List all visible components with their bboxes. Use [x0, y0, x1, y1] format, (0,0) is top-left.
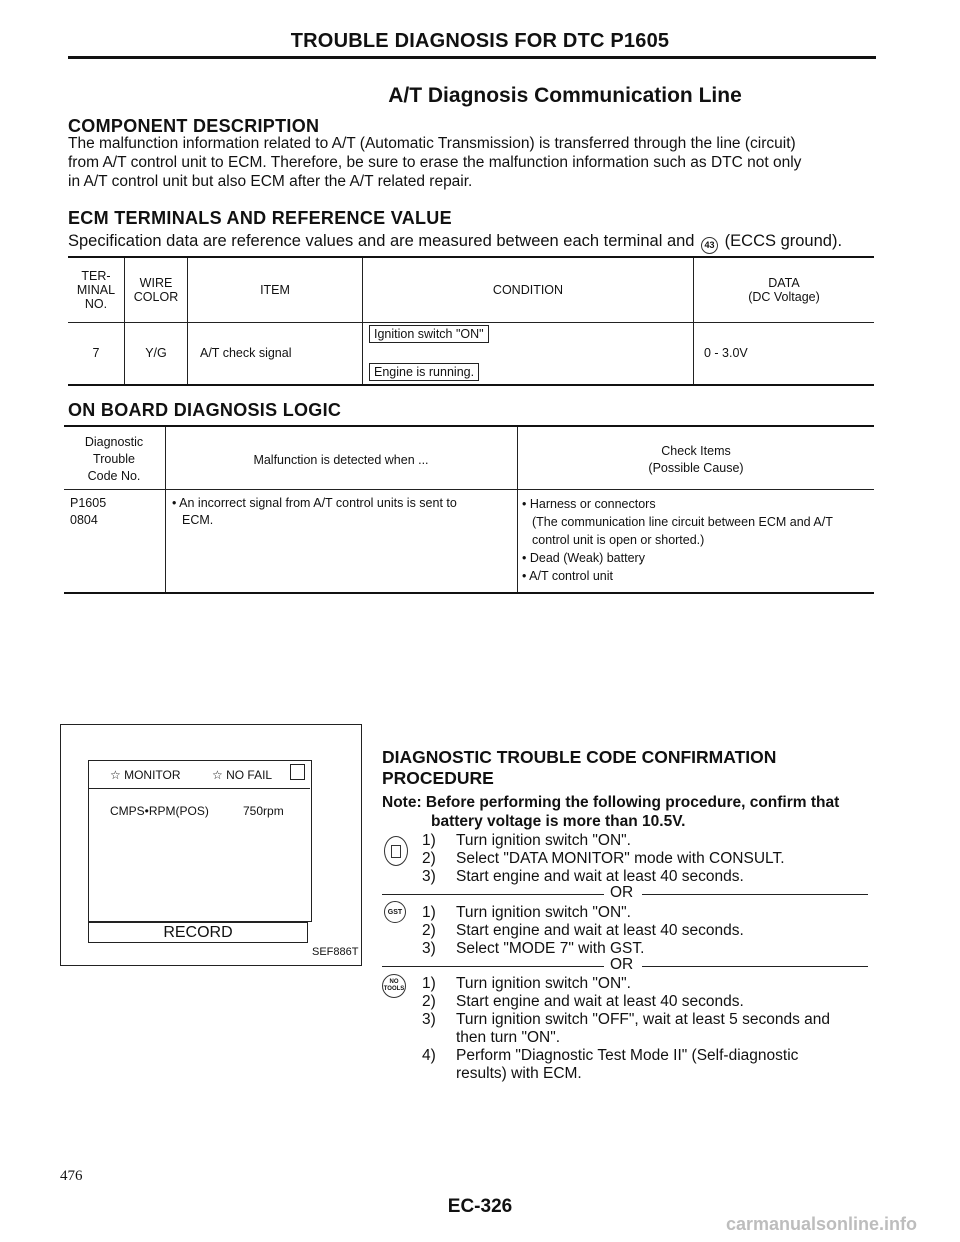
step-num: 4) [422, 1047, 436, 1064]
step-num: 2) [422, 850, 436, 867]
page-code: EC-326 [447, 1196, 513, 1217]
title-rule [68, 56, 876, 59]
obd-header-malfunction: Malfunction is detected when ... [253, 453, 429, 467]
header-terminal [68, 258, 125, 322]
condition-ignition-on: Ignition switch "ON" [369, 325, 489, 343]
procedure-group-consult [422, 832, 785, 886]
step-num: 1) [422, 904, 436, 921]
check-item: • Dead (Weak) battery [522, 551, 645, 565]
ecm-intro-tail: (ECCS ground). [724, 232, 843, 250]
obd-check-items [522, 495, 833, 585]
monitor-value: 750rpm [243, 804, 284, 818]
condition-cell [363, 322, 694, 384]
item-name: A/T check signal [188, 322, 363, 384]
ecm-intro [68, 232, 842, 254]
header-data [694, 258, 875, 322]
gst-icon: GST [384, 901, 406, 923]
step-num: 3) [422, 940, 436, 957]
obd-table-top-rule [64, 425, 874, 427]
page-number: 476 [60, 1168, 83, 1184]
obd-heading: ON BOARD DIAGNOSIS LOGIC [68, 400, 342, 420]
header-terminal-line: TER- [81, 268, 111, 283]
dtc-note-line: battery voltage is more than 10.5V. [431, 813, 686, 830]
obd-header-code-line: Code No. [87, 469, 141, 483]
step-text: results) with ECM. [456, 1065, 582, 1082]
step-text: Turn ignition switch "ON". [456, 904, 631, 921]
monitor-item: CMPS•RPM(POS) [110, 804, 209, 818]
obd-malfunction [172, 495, 457, 529]
header-wire [125, 258, 188, 322]
dtc-title [382, 747, 776, 789]
figure-id: SEF886T [312, 946, 359, 958]
dtc-title-line: PROCEDURE [382, 768, 494, 788]
step-text: Perform "Diagnostic Test Mode II" (Self-diagnostic [456, 1047, 799, 1064]
component-line: from A/T control unit to ECM. Therefore, be sure to erase the malfunction information such as DTC not only [68, 154, 802, 171]
obd-header-code-line: Trouble [93, 452, 135, 466]
or-label: OR [610, 956, 634, 973]
monitor-header-rule [88, 788, 310, 789]
or-divider [642, 966, 868, 967]
or-label: OR [610, 884, 634, 901]
ecm-heading: ECM TERMINALS AND REFERENCE VALUE [68, 208, 452, 228]
check-item: • A/T control unit [522, 569, 613, 583]
step-text: Start engine and wait at least 40 seconds. [456, 922, 744, 939]
header-terminal-line: NO. [84, 296, 108, 311]
obd-header-check-line: Check Items [661, 444, 731, 458]
step-num: 2) [422, 993, 436, 1010]
dtc-title-line: DIAGNOSTIC TROUBLE CODE CONFIRMATION [382, 747, 777, 767]
header-data-line: DATA [768, 275, 800, 290]
ground-terminal-icon: 43 [701, 237, 718, 254]
step-num: 3) [422, 1011, 436, 1028]
procedure-group-no-tools [422, 975, 830, 1083]
dtc-note [382, 793, 839, 831]
step-num: 1) [422, 832, 436, 849]
step-text: Turn ignition switch "ON". [456, 832, 631, 849]
monitor-label: ☆ MONITOR [110, 768, 181, 782]
check-item: (The communication line circuit between ECM and A/T [532, 515, 833, 529]
obd-header-code [64, 434, 164, 485]
step-text: Start engine and wait at least 40 seconds. [456, 868, 744, 885]
record-button: RECORD [88, 922, 308, 943]
terminal-no: 7 [92, 346, 100, 361]
dtc-note-line: Note: Before performing the following procedure, confirm that [382, 794, 840, 811]
malfunction-line: ECM. [182, 513, 214, 527]
step-num: 3) [422, 868, 436, 885]
nofail-label: ☆ NO FAIL [212, 768, 273, 782]
check-item: • Harness or connectors [522, 497, 656, 511]
obd-header-code-line: Diagnostic [84, 435, 144, 449]
component-line: in A/T control unit but also ECM after the A/T related repair. [68, 173, 473, 190]
step-text: Select "MODE 7" with GST. [456, 940, 645, 957]
obd-header-check-line: (Possible Cause) [648, 461, 744, 475]
component-heading: COMPONENT DESCRIPTION [68, 116, 320, 136]
step-text: Select "DATA MONITOR" mode with CONSULT. [456, 850, 785, 867]
check-item: control unit is open or shorted.) [532, 533, 705, 547]
header-item: ITEM [188, 258, 363, 322]
component-line: The malfunction information related to A/T (Automatic Transmission) is transferred through the line (circuit) [68, 135, 796, 152]
condition-engine-running: Engine is running. [369, 363, 479, 381]
no-tools-icon: NO TOOLS [382, 974, 406, 998]
or-divider [642, 894, 868, 895]
header-data-line: (DC Voltage) [748, 289, 820, 304]
ecm-header-row [68, 258, 874, 322]
data-value: 0 - 3.0V [694, 322, 875, 384]
component-text [68, 134, 888, 191]
step-num: 1) [422, 975, 436, 992]
header-terminal-line: MINAL [76, 282, 116, 297]
dtc-code: 0804 [70, 513, 98, 527]
wire-color: Y/G [125, 322, 188, 384]
step-text: Turn ignition switch "OFF", wait at least 5 seconds and [456, 1011, 830, 1028]
or-divider [382, 894, 604, 895]
header-condition: CONDITION [363, 258, 694, 322]
step-text: Turn ignition switch "ON". [456, 975, 631, 992]
step-num: 2) [422, 922, 436, 939]
consult-icon [384, 836, 408, 866]
step-text: Start engine and wait at least 40 seconds. [456, 993, 744, 1010]
header-wire-line: COLOR [133, 289, 179, 304]
obd-codes [70, 495, 106, 529]
or-divider [382, 966, 604, 967]
procedure-group-gst [422, 904, 744, 958]
obd-header-check [518, 443, 874, 477]
malfunction-line: • An incorrect signal from A/T control units is sent to [172, 496, 457, 510]
header-wire-line: WIRE [139, 275, 173, 290]
ecm-intro-text: Specification data are reference values and are measured between each terminal and [68, 232, 695, 250]
obd-header-rule [64, 489, 874, 490]
dtc-code: P1605 [70, 496, 107, 510]
ecm-table-bottom-rule [68, 384, 874, 386]
section-subtitle: A/T Diagnosis Communication Line [388, 84, 742, 107]
watermark: carmanualsonline.info [726, 1214, 918, 1234]
page-title: TROUBLE DIAGNOSIS FOR DTC P1605 [290, 30, 670, 52]
monitor-screen [88, 760, 312, 922]
obd-table-bottom-rule [64, 592, 874, 594]
ecm-terminal-table [68, 258, 874, 384]
nofail-checkbox-icon [290, 764, 305, 780]
ecm-data-row [68, 322, 874, 384]
step-text: then turn "ON". [456, 1029, 561, 1046]
